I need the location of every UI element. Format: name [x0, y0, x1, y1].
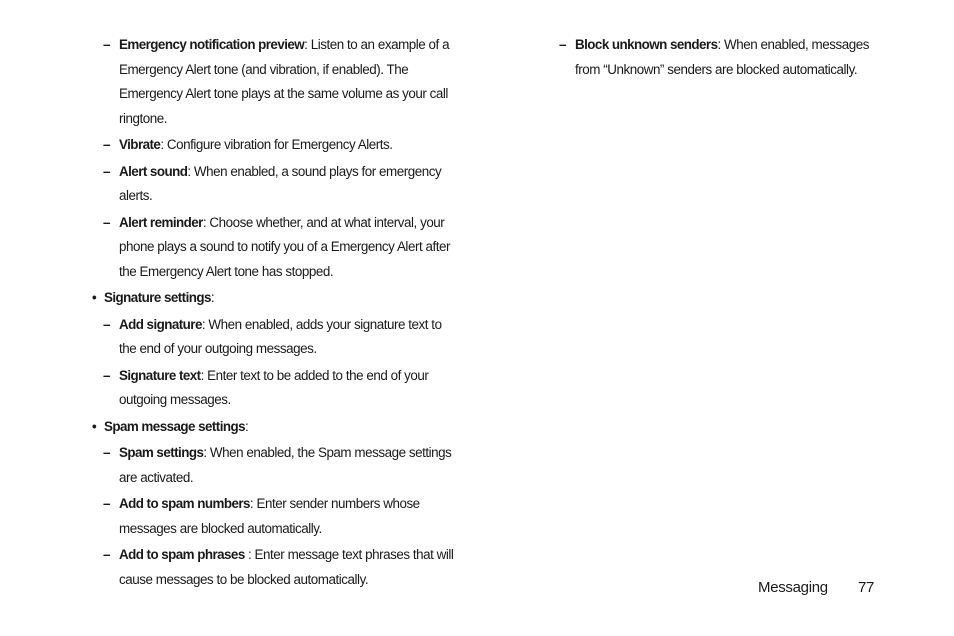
item-text: Enter sender numbers whose messages are blocked automatically. [119, 496, 420, 536]
item-text: Enter text to be added to the end of your outgoing messages. [119, 367, 429, 407]
item-term: Add to spam numbers [119, 496, 250, 511]
item-separator: : [160, 137, 167, 152]
item-separator: : [203, 445, 210, 460]
dash-marker: – [103, 445, 110, 460]
dash-marker: – [103, 367, 110, 383]
item-separator: : [210, 290, 215, 305]
section-heading-spam [92, 415, 454, 440]
item-text: Listen to an example of a Emergency Alert tone (and vibration, if enabled). The Emergency Alert tone plays at the same volume as your call ringtone. [119, 37, 450, 126]
item-separator: : [304, 37, 311, 52]
list-item [92, 441, 454, 490]
item-separator: : [187, 163, 194, 179]
item-text: Configure vibration for Emergency Alerts. [166, 137, 393, 152]
item-text: Choose whether, and at what interval, your phone plays a sound to notify you of a Emergency Alert after the Emergency Alert tone has stopped. [119, 214, 451, 279]
list-item [548, 33, 888, 82]
item-text: When enabled, adds your signature text to the end of your outgoing messages. [119, 316, 442, 356]
item-separator: : [249, 496, 257, 511]
item-term: Signature text [119, 367, 201, 383]
dash-marker: – [103, 163, 110, 179]
bullet-marker: • [92, 290, 97, 305]
left-column [92, 33, 454, 594]
list-item [92, 160, 454, 209]
page-number: 77 [858, 579, 875, 596]
item-text: When enabled, a sound plays for emergency alerts. [119, 163, 442, 203]
dash-marker: – [103, 496, 110, 511]
right-column [548, 33, 888, 84]
dash-marker: – [103, 137, 110, 152]
list-item [92, 364, 454, 413]
list-item [92, 33, 454, 131]
dash-marker: – [103, 37, 110, 52]
item-separator: : [201, 316, 209, 332]
item-term: Emergency notification preview [119, 37, 305, 52]
item-separator: : [202, 214, 210, 230]
item-text: When enabled, the Spam message settings are activated. [119, 445, 452, 485]
list-item [92, 211, 454, 285]
item-term: Add to spam phrases [119, 547, 245, 562]
item-term: Vibrate [119, 137, 161, 152]
item-text: Enter message text phrases that will cause messages to be blocked automatically. [119, 547, 454, 587]
item-separator: : [244, 547, 255, 562]
item-term: Alert reminder [119, 214, 203, 230]
dash-marker: – [103, 214, 110, 230]
item-separator: : [245, 418, 249, 434]
item-term: Spam message settings [104, 418, 246, 434]
item-term: Block unknown senders [575, 37, 718, 52]
section-heading-signature [92, 286, 454, 311]
dash-marker: – [559, 37, 566, 52]
item-separator: : [200, 367, 208, 383]
dash-marker: – [103, 547, 110, 562]
dash-marker: – [103, 316, 110, 332]
list-item [92, 133, 454, 158]
item-term: Spam settings [119, 445, 204, 460]
list-item [92, 492, 454, 541]
item-text: When enabled, messages from “Unknown” senders are blocked automatically. [575, 37, 869, 77]
item-separator: : [717, 37, 725, 52]
item-term: Signature settings [104, 290, 211, 305]
bullet-marker: • [92, 418, 97, 434]
item-term: Add signature [119, 316, 202, 332]
list-item [92, 543, 454, 592]
footer-section-title: Messaging [758, 579, 828, 596]
item-term: Alert sound [119, 163, 188, 179]
list-item [92, 313, 454, 362]
